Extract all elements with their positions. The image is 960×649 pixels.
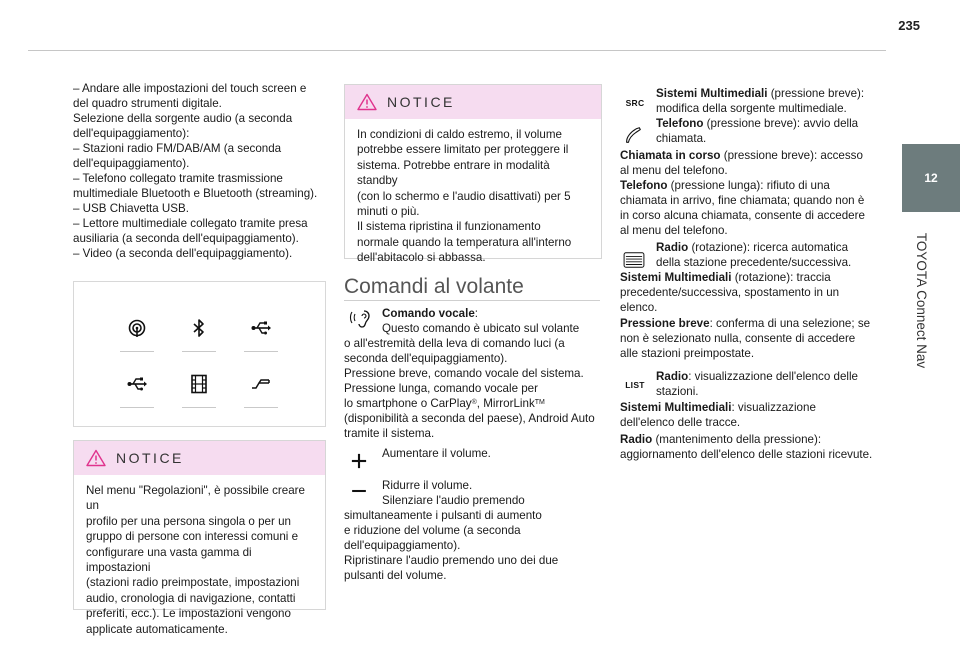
media-short-press-text: Sistemi Multimediali (pressione breve): modifica della sorgente multimediale. [656,87,865,115]
voice-command-text: Comando vocale: Questo comando è ubicato sul volante o all'estremità della leva di comando luci (a seconda dell'equipaggiamento). Pressione breve, comando vocale del sistema. Pressione lunga, comando vocale per lo smartphone o CarPlay®, MirrorLink™ (disponibilità a seconda del paese), Android Auto tramite il sistema. [344,307,595,440]
page-number: 235 [898,18,920,33]
radio-list-text: Radio: visualizzazione dell'elenco delle stazioni. [656,370,858,398]
volume-down-text: Ridurre il volume. Silenziare l'audio premendo simultaneamente i pulsanti di aumento e riduzione del volume (a seconda dell'equipaggiamento). Ripristinare l'audio premendo uno dei due pulsanti del volume. [344,479,559,582]
volume-up-icon [350,452,368,470]
audio-source-icons [73,281,326,427]
phone-short-press-text: Telefono (pressione breve): avvio della chiamata. [656,117,859,145]
short-press-text: Pressione breve: conferma di una selezione; se non è selezionato nulla, consente di accedere alle stazioni preimpostate. [620,317,871,360]
media-rotation-text: Sistemi Multimediali (rotazione): traccia precedente/successiva, spostamento in un elenco. [620,271,840,314]
chapter-tab: 12 [902,144,960,212]
volume-up-text: Aumentare il volume. [382,447,491,460]
phone-long-press-text: Telefono (pressione lunga): rifiuto di una chiamata in arrivo, fine chiamata; quando non è in corso alcuna chiamata, consente di accedere al menu del telefono. [620,179,865,237]
src-button-icon: SRC [625,98,645,108]
usb-icon [120,368,154,408]
notice-header [74,441,325,475]
aux-cable-icon [244,368,278,408]
call-in-progress-text: Chiamata in corso (pressione breve): accesso al menu del telefono. [620,149,863,177]
section-title: Comandi al volante [344,275,524,298]
notice-body: Nel menu "Regolazioni", è possibile creare un profilo per una persona singola o per un gruppo di persone con interessi comuni e configurare una vasta gamma di impostazioni (stazioni radio preimpostate, impostazioni audio, cronologia di navigazione, contatti preferiti, ecc.). Le impostazioni vengono applicate automaticamente. [86,484,305,636]
list-button-icon: LIST [625,380,645,390]
bluetooth-icon [182,312,216,352]
media-list-text: Sistemi Multimediali: visualizzazione dell'elenco delle tracce. [620,401,816,429]
chapter-title: TOYOTA Connect Nav [914,232,930,368]
notice-title: NOTICE [387,94,455,110]
radio-rotation-text: Radio (rotazione): ricerca automatica della stazione precedente/successiva. [656,241,852,269]
radio-icon [120,312,154,352]
notice-temperature [344,84,602,265]
video-icon [182,368,216,408]
usb-icon [244,312,278,352]
header-divider [28,50,886,51]
section-divider [344,300,600,301]
notice-title: NOTICE [116,450,184,466]
intro-text: – Andare alle impostazioni del touch screen e del quadro strumenti digitale. Selezione della sorgente audio (a seconda dell'equipaggiamento): – Stazioni radio FM/DAB/AM (a seconda dell'equipaggiamento). – Telefono collegato tramite trasmissione multimediale Bluetooth e Bluetooth (streaming). – USB Chiavetta USB. – Lettore multimediale collegato tramite presa ausiliaria (a seconda dell'equipaggiamento). – Video (a seconda dell'equipaggiamento). [73,82,318,260]
notice-header [345,85,601,119]
warning-triangle-icon [357,93,377,111]
notice-body: In condizioni di caldo estremo, il volume potrebbe essere limitato per proteggere il sistema. Potrebbe entrare in modalità standby (con lo schermo e l'audio disattivati) per 5 minuti o più. Il sistema ripristina il funzionamento normale quando la temperatura all'interno dell'abitacolo si abbassa. [357,128,572,265]
warning-triangle-icon [86,449,106,467]
radio-hold-text: Radio (mantenimento della pressione): aggiornamento dell'elenco delle stazioni ricevute. [620,433,873,461]
notice-profiles [73,440,326,636]
